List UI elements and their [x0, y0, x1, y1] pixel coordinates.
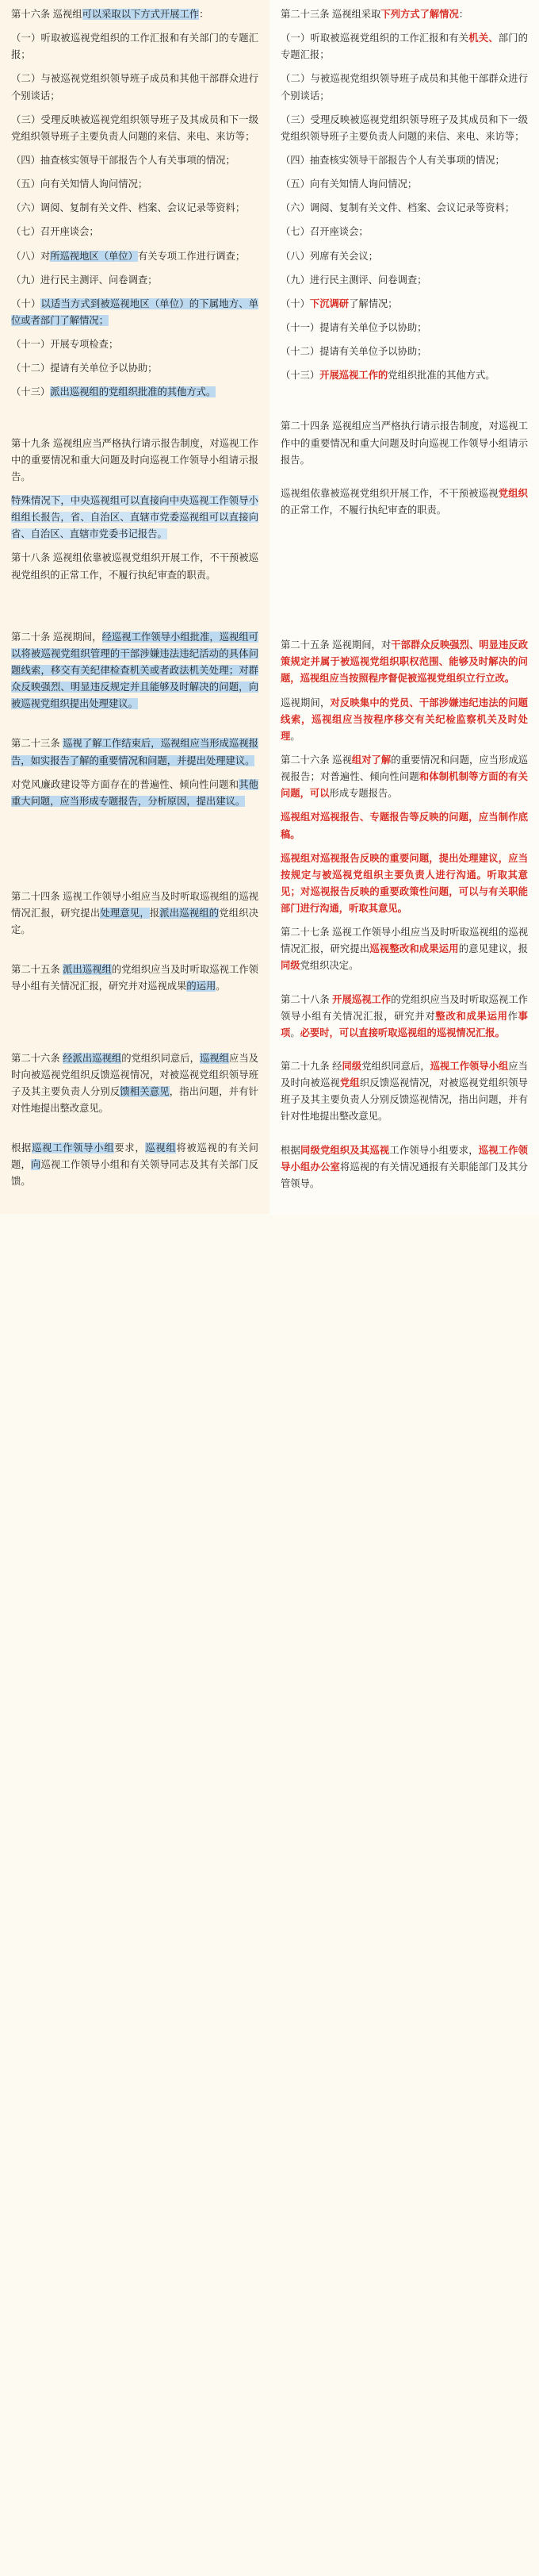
highlighted-text-run: 所巡视地区（单位） — [50, 250, 138, 262]
highlighted-text-run: 下沉调研 — [309, 298, 350, 309]
text-run: 第二十九条 经 — [281, 1061, 342, 1073]
highlighted-text-run: 巡视组对巡视报告反映的重要问题，提出处理建议，应当按规定与被巡视党组织主要负责人进行沟通。 — [281, 852, 528, 881]
document-paragraph — [11, 176, 258, 193]
document-paragraph — [281, 1058, 528, 1126]
document-paragraph — [11, 71, 258, 104]
text-run: 根据 — [281, 1144, 300, 1156]
document-paragraph — [281, 320, 528, 336]
highlighted-text-run: 同级 — [342, 1061, 362, 1073]
text-run: 第二十三条 — [11, 738, 63, 750]
text-run: 第二十七条 巡视工作领导小组应当及时听取巡视组的巡视情况汇报，研究提出 — [281, 927, 528, 955]
highlighted-text-run: 其他重大问题， — [11, 778, 258, 807]
vertical-spacer — [281, 391, 528, 418]
document-paragraph — [281, 637, 528, 687]
text-run: 的重要情况和问题，应当形成巡视报告；对普遍性、倾向性问题 — [281, 754, 528, 783]
document-paragraph — [281, 6, 528, 23]
text-run: （十三） — [11, 386, 51, 398]
text-run: （六）调阅、复制有关文件、档案、会议记录等资料； — [11, 202, 246, 214]
highlighted-text-run: 开展巡视工作的 — [319, 370, 388, 382]
document-paragraph — [281, 344, 528, 360]
document-paragraph — [11, 112, 258, 145]
vertical-spacer — [281, 1133, 528, 1142]
document-paragraph — [11, 384, 258, 401]
document-paragraph — [281, 224, 528, 240]
highlighted-text-run: 和体制机制等方面的有关问题， — [281, 771, 528, 800]
text-run: （十） — [11, 298, 41, 309]
highlighted-text-run: 听取其意见；对巡视报告反映的重要政策性问题， — [281, 869, 528, 897]
highlighted-text-run: 以适当方式到被巡视地区（单位）的下属地方、单位或者部门了解情况； — [11, 298, 258, 326]
text-run: （五）向有关知情人询问情况； — [281, 179, 418, 190]
document-paragraph — [11, 152, 258, 169]
document-paragraph — [11, 30, 258, 63]
text-run: 工作领导小组要求， — [389, 1144, 479, 1156]
text-run: （四）抽查核实领导干部报告个人有关事项的情况； — [11, 154, 235, 166]
text-run: （九）进行民主测评、问卷调查； — [281, 274, 427, 286]
text-run: 部门的专题汇报； — [281, 33, 528, 61]
document-paragraph — [281, 272, 528, 289]
text-run: 的党组织应当及时听取巡视工作领导小组有关情况汇报，研究并对巡视成果 — [11, 964, 258, 992]
text-run: （三）受理反映被巡视党组织领导班子及其成员和下一级党组织领导班子主要负责人问题的来信、来电、来访等； — [11, 113, 258, 142]
text-run: 第二十五条 — [11, 964, 63, 976]
text-run: （二）与被巡视党组织领导班子成员和其他干部群众进行个别谈话； — [11, 73, 258, 102]
text-run: 的意见建议，报 — [458, 943, 528, 955]
document-paragraph — [281, 695, 528, 745]
document-paragraph — [11, 6, 258, 23]
document-paragraph — [11, 248, 258, 265]
vertical-spacer — [11, 591, 258, 629]
document-paragraph — [281, 71, 528, 104]
text-run: 党组织决定。 — [300, 960, 359, 972]
text-run: 根据 — [11, 1142, 32, 1154]
document-paragraph — [11, 889, 258, 939]
highlighted-text-run: 可以与有关职能部门进行沟通，听取其意见。 — [281, 885, 528, 915]
document-paragraph — [11, 1140, 258, 1190]
highlighted-text-run: 机关、 — [468, 33, 499, 44]
text-run: （二）与被巡视党组织领导班子成员和其他干部群众进行个别谈话； — [281, 73, 528, 102]
highlighted-text-run: 巡视组对巡视报告、专题报告等反映的问题，应当制作底稿。 — [281, 812, 528, 840]
text-run: （一）听取被巡视党组织的工作汇报和有关部门的专题汇报； — [11, 33, 258, 61]
text-run: 党组织决定。 — [11, 908, 258, 936]
text-run: 形成专题报告。 — [329, 788, 398, 800]
document-paragraph — [281, 248, 528, 265]
text-run: 作 — [507, 1010, 518, 1022]
text-run: ： — [199, 9, 209, 20]
highlighted-text-run: 开展巡视工作 — [332, 993, 392, 1005]
document-paragraph — [11, 296, 258, 329]
text-run: （十一）开展专项检查； — [11, 339, 119, 351]
text-run: 巡视组依靠被巡视党组织开展工作，不干预被巡视 — [281, 487, 499, 499]
highlighted-text-run: 政策 — [281, 639, 528, 668]
highlighted-text-run: 同级 — [281, 960, 300, 972]
document-paragraph — [281, 850, 528, 918]
document-paragraph — [11, 200, 258, 217]
highlighted-text-run: 可以 — [309, 788, 330, 800]
text-run: （九）进行民主测评、问卷调查； — [11, 274, 158, 286]
column-after — [270, 0, 539, 1215]
highlighted-text-run: 成果运用 — [466, 1010, 508, 1022]
highlighted-text-run: 事项 — [281, 1010, 528, 1038]
highlighted-text-run: 下列方式了解情况 — [380, 9, 459, 20]
vertical-spacer — [11, 946, 258, 962]
highlighted-text-run: 巡视了解工作结束后，巡视组应当形成巡视报告，如实报告了解的重要情况和问题，并提出处理建议。 — [11, 738, 258, 766]
highlighted-text-run: 经派出巡视组 — [63, 1052, 122, 1064]
highlighted-text-run: 巡视工作领导小组 — [430, 1061, 509, 1073]
document-paragraph — [281, 296, 528, 313]
text-run: 将巡视的有关情况通报有关职能部门及其分管领导。 — [281, 1161, 528, 1189]
text-run: 第二十六条 巡视 — [281, 754, 352, 766]
highlighted-text-run: 派出巡视组的党组织批准的其他方式。 — [50, 386, 216, 398]
text-run: 。 — [290, 1027, 300, 1038]
text-run: 第二十三条 巡视组采取 — [281, 9, 381, 20]
text-run: ： — [458, 9, 469, 20]
highlighted-text-run: 巡视工作领导小组 — [32, 1142, 115, 1154]
text-run: 的正常工作，不履行执纪审查的职责。 — [281, 504, 447, 516]
text-run: 第十八条 巡视组依靠被巡视党组织开展工作，不干预被巡视党组织的正常工作，不履行执纪审查的职责。 — [11, 552, 258, 581]
text-run: 。 — [216, 981, 226, 992]
text-run: 要求， — [114, 1142, 146, 1154]
text-run: （十三） — [281, 370, 320, 382]
text-run: （七）召开座谈会； — [281, 226, 369, 238]
text-run: 第二十条 巡视期间， — [11, 631, 102, 643]
text-run: 党组织同意后， — [361, 1061, 430, 1073]
highlighted-text-run: 整改和 — [435, 1010, 467, 1022]
document-paragraph — [11, 272, 258, 289]
text-run: ，指出问题，并有针对性地提出整改意见。 — [11, 1085, 258, 1115]
document-paragraph — [281, 924, 528, 974]
highlighted-text-run: 巡视组 — [145, 1142, 177, 1154]
text-run: 的党组织同意后， — [121, 1052, 200, 1064]
text-run: 将被巡视的有关问题， — [11, 1142, 258, 1171]
vertical-spacer — [11, 1003, 258, 1050]
document-paragraph — [281, 200, 528, 217]
document-paragraph — [281, 176, 528, 193]
text-run: 织反馈巡视情况，对被巡视党组织领导班子及其主要负责人分别反馈巡视情况，指出问题，并有针对性地提出整改意见。 — [281, 1077, 528, 1123]
text-run: 第二十五条 巡视期间，对 — [281, 639, 392, 651]
text-run: 报 — [149, 908, 160, 919]
document-paragraph — [281, 752, 528, 802]
highlighted-text-run: 派出巡视组的 — [159, 908, 220, 919]
text-run: 对党风廉政建设等方面存在的普遍性、倾向性问题和 — [11, 778, 239, 790]
document-paragraph — [11, 777, 258, 810]
highlighted-text-run: 向 — [30, 1159, 41, 1171]
highlighted-text-run: 及时处理 — [281, 713, 528, 742]
text-run: （十） — [281, 298, 310, 309]
highlighted-text-run: 对反映集中的党员、干部涉嫌违纪违法的问题线索，巡视组应当按程序 — [281, 697, 528, 725]
text-run: 党组织批准的其他方式。 — [388, 370, 495, 382]
document-paragraph — [281, 809, 528, 843]
highlighted-text-run: 党组织 — [498, 487, 528, 499]
document-paragraph — [281, 992, 528, 1042]
vertical-spacer — [281, 476, 528, 486]
highlighted-text-run: 巡视工作领导小组办公室 — [281, 1144, 528, 1173]
highlighted-text-run: 派出巡视组 — [63, 964, 112, 976]
text-run: 的党组织应当及时听取巡视工作领导小组有关情况汇报，研究并对 — [281, 993, 528, 1022]
vertical-spacer — [11, 720, 258, 735]
highlighted-text-run: 党组 — [339, 1077, 360, 1089]
vertical-spacer — [11, 1124, 258, 1140]
document-paragraph — [11, 360, 258, 377]
document-paragraph — [11, 962, 258, 995]
vertical-spacer — [11, 409, 258, 436]
document-paragraph — [281, 1142, 528, 1192]
document-paragraph — [11, 629, 258, 713]
document-paragraph — [281, 112, 528, 145]
text-run: （十二）提请有关单位予以协助； — [281, 346, 427, 358]
document-paragraph — [281, 152, 528, 169]
document-paragraph — [11, 436, 258, 486]
highlighted-text-run: 形成专题报告，分析原因，提出建议。 — [79, 795, 246, 807]
document-paragraph — [281, 30, 528, 63]
text-run: 有关专项工作进行调查； — [137, 250, 246, 262]
text-run: 第二十八条 — [281, 993, 333, 1005]
text-run: （十一）提请有关单位予以协助； — [281, 321, 427, 333]
highlighted-text-run: 可以采取以下方式开展工作 — [82, 9, 200, 20]
text-run: 第二十四条 巡视工作领导小组应当及时听取巡视组的巡视情况汇报，研究提出 — [11, 890, 258, 919]
text-run: （六）调阅、复制有关文件、档案、会议记录等资料； — [281, 202, 515, 214]
highlighted-text-run: 应当 — [59, 795, 80, 807]
highlighted-text-run: 督促被巡视党组织立行立改。 — [388, 673, 515, 685]
text-run: （十二）提请有关单位予以协助； — [11, 363, 158, 374]
highlighted-text-run: 特殊情况下，中央巡视组可以直接向中央巡视工作领导小组组长报告，省、自治区、直辖市党委巡视组可以直接向省、自治区、直辖市党委书记报告。 — [11, 494, 258, 540]
highlighted-text-run: 移交有关纪检 — [394, 713, 457, 725]
vertical-spacer — [281, 982, 528, 992]
highlighted-text-run: 处理意见， — [100, 908, 150, 919]
document-paragraph — [11, 493, 258, 543]
text-run: （一）听取被巡视党组织的工作汇报和有关 — [281, 33, 469, 44]
document-paragraph — [281, 418, 528, 468]
text-run: （七）召开座谈会； — [11, 226, 99, 238]
text-run: 应当及时向被巡视党组织反馈巡视情况，对被巡视党组织领导班子及其主要负责人分别反 — [11, 1052, 258, 1097]
text-run: （八）列席有关会议； — [281, 250, 378, 262]
text-run: 。 — [290, 730, 300, 742]
text-run: 了解情况； — [349, 298, 398, 309]
highlighted-text-run: 干部群众反映强烈、明显违反 — [391, 639, 518, 651]
text-run: 巡视期间， — [281, 697, 331, 708]
text-run: 巡视工作领导小组和有关领导同志及其有关部门反馈。 — [11, 1159, 258, 1188]
document-paragraph — [11, 1050, 258, 1118]
highlighted-text-run: 馈相关意见 — [120, 1085, 170, 1097]
highlighted-text-run: 组对了解 — [351, 754, 392, 766]
text-run: 第十九条 巡视组应当严格执行请示报告制度，对巡视工作中的重要情况和重大问题及时向巡视工作领导小组请示报告。 — [11, 437, 258, 482]
document-paragraph — [281, 367, 528, 384]
text-run: 第二十六条 — [11, 1052, 63, 1064]
highlighted-text-run: 巡视整改和成果运用 — [369, 943, 459, 955]
document-paragraph — [11, 224, 258, 240]
highlighted-text-run: 规定并 — [290, 656, 320, 668]
text-run: 第二十四条 巡视组应当严格执行请示报告制度，对巡视工作中的重要情况和重大问题及时向巡视工作领导小组请示报告。 — [281, 420, 528, 466]
document-paragraph — [281, 486, 528, 519]
text-run: 第十六条 巡视组 — [11, 9, 82, 20]
highlighted-text-run: 同级党组织及其巡视 — [300, 1144, 390, 1156]
vertical-spacer — [281, 526, 528, 637]
vertical-spacer — [11, 817, 258, 889]
text-run: （八）对 — [11, 250, 51, 262]
document-paragraph — [11, 550, 258, 583]
text-run: （四）抽查核实领导干部报告个人有关事项的情况； — [281, 154, 505, 166]
highlighted-text-run: 的运用 — [186, 981, 216, 992]
text-run: （五）向有关知情人询问情况； — [11, 179, 148, 190]
document-paragraph — [11, 336, 258, 353]
highlighted-text-run: 机关 — [476, 713, 498, 725]
text-run: 应当及时向被巡视 — [281, 1061, 528, 1089]
highlighted-text-run: 属于被巡视党组织职权范围、能够及时解决的问题， — [281, 656, 528, 685]
highlighted-text-run: 巡视组应当按照程序 — [300, 673, 388, 685]
vertical-spacer — [281, 1049, 528, 1058]
highlighted-text-run: 经巡视工作领导小组批准，巡视组可以将被巡视党组织管理的干部涉嫌违法违纪活动的具体问题线索，移交有关纪律检查机关或者政法机关处理；对群众反映强烈、明显违反规定并且能够及时解决的问题，向被巡视党组织提出处理建议。 — [11, 631, 258, 710]
document-paragraph — [11, 735, 258, 769]
highlighted-text-run: 必要时，可以直接听取巡视组的巡视情况汇报。 — [300, 1027, 505, 1038]
highlighted-text-run: 巡视组 — [199, 1052, 229, 1064]
text-run: （三）受理反映被巡视党组织领导班子及其成员和下一级党组织领导班子主要负责人问题的来信、来电、来访等； — [281, 113, 528, 142]
column-before — [0, 0, 270, 1214]
highlighted-text-run: 监察 — [456, 713, 477, 725]
